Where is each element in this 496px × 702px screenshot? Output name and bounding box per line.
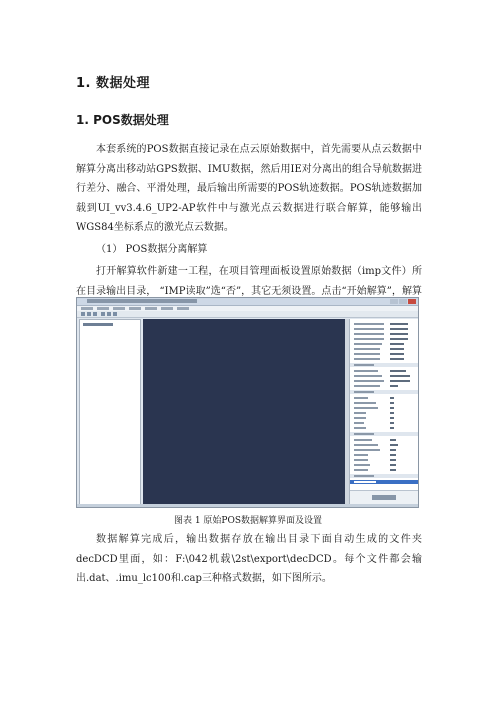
minimize-icon xyxy=(390,299,398,304)
property-section xyxy=(350,432,418,436)
start-solve-button xyxy=(372,495,396,500)
property-row xyxy=(350,342,418,346)
window-title-text xyxy=(87,299,197,303)
software-screenshot-figure xyxy=(76,297,419,508)
property-row xyxy=(350,421,418,425)
property-row xyxy=(350,468,418,472)
close-icon xyxy=(408,299,416,304)
property-section xyxy=(350,363,418,367)
property-row xyxy=(350,443,418,447)
step-heading: （1） POS数据分离解算 xyxy=(96,244,208,255)
property-row xyxy=(350,458,418,462)
window-titlebar xyxy=(77,298,418,306)
property-row xyxy=(350,426,418,430)
property-row xyxy=(350,406,418,410)
project-tree-panel xyxy=(79,319,141,505)
tool-bar xyxy=(77,311,418,318)
property-row xyxy=(350,416,418,420)
paragraph-intro: 本套系统的POS数据直接记录在点云原始数据中，首先需要从点云数据中解算分离出移动站GPS数据、IMU数据，然后用IE对分离出的组合导航数据进行差分、融合、平滑处理，最后输出所需要的POS轨迹数据。POS轨迹数据加载到UI_vv3.4.6_UP2-AP软件中与激光点云数据进行联合解算，能够输出WGS84坐标系点的激光点云数据。 xyxy=(76,144,422,233)
section-heading: 1. 数据处理 xyxy=(76,76,151,91)
property-row xyxy=(350,411,418,415)
property-row xyxy=(350,396,418,400)
property-row xyxy=(350,374,418,378)
paragraph-output: 数据解算完成后，输出数据存放在输出目录下面自动生成的文件夹 decDCD里面，如：F:\042机载\2st\export\decDCD。每个文件都会输出.dat、.imu_lc100和.cap三种格式数据，如下图所示。 xyxy=(76,534,422,584)
property-panel xyxy=(349,319,418,505)
property-row xyxy=(350,379,418,383)
property-row xyxy=(350,453,418,457)
property-row xyxy=(350,347,418,351)
property-row xyxy=(350,357,418,361)
property-row xyxy=(350,448,418,452)
figure-caption: 图表 1 原始POS数据解算界面及设置 xyxy=(173,516,323,526)
property-row xyxy=(350,327,418,331)
viewport-3d xyxy=(143,319,345,505)
property-section xyxy=(350,474,418,478)
property-row xyxy=(350,384,418,388)
property-row xyxy=(350,337,418,341)
property-row xyxy=(350,332,418,336)
tree-node xyxy=(83,323,113,326)
property-row xyxy=(350,322,418,326)
property-row xyxy=(350,401,418,405)
property-row xyxy=(350,463,418,467)
maximize-icon xyxy=(399,299,407,304)
status-bar xyxy=(77,504,418,507)
property-row-selected xyxy=(350,480,418,484)
property-row xyxy=(350,352,418,356)
property-row xyxy=(350,369,418,373)
paragraph-steps: 打开解算软件新建一工程，在项目管理面板设置原始数据（imp文件）所在目录输出目录， “IMP读取”选“否”，其它无须设置。点击“开始解算”，解算 xyxy=(76,266,422,297)
property-section xyxy=(350,390,418,394)
property-row xyxy=(350,438,418,442)
subsection-heading: 1. POS数据处理 xyxy=(76,113,169,127)
panel-footer xyxy=(350,490,418,505)
